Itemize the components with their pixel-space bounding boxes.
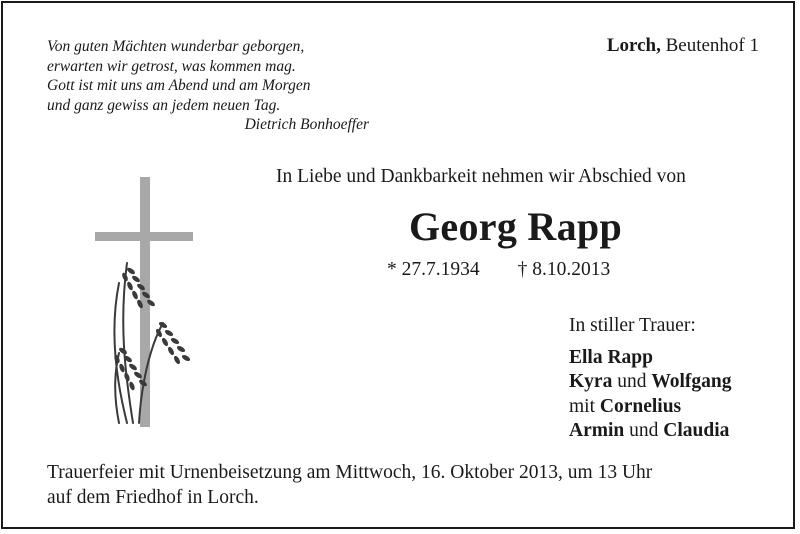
mourner-row xyxy=(569,370,732,395)
funeral-line: Trauerfeier mit Urnenbeisetzung am Mittwoch, 16. Oktober 2013, um 13 Uhr xyxy=(47,462,653,483)
mourners-lead: In stiller Trauer: xyxy=(569,315,696,336)
mourner-name: Wolfgang xyxy=(651,371,732,392)
conjunction: mit xyxy=(569,395,596,417)
mourner-name: Cornelius xyxy=(599,395,682,417)
poem xyxy=(47,37,377,135)
cross-with-wheat-icon xyxy=(89,173,201,433)
address xyxy=(607,35,759,57)
cross-horizontal-bar xyxy=(95,232,193,241)
mourner-row xyxy=(569,419,732,444)
mourner-name: Armin xyxy=(569,420,625,441)
conjunction: und xyxy=(617,371,647,392)
poem-line: erwarten wir getrost, was kommen mag. xyxy=(47,57,296,75)
poem-author: Dietrich Bonhoeffer xyxy=(244,116,369,134)
poem-line: und ganz gewiss an jedem neuen Tag. xyxy=(47,96,281,114)
deceased-name: Georg Rapp xyxy=(409,204,622,249)
funeral-info xyxy=(47,460,652,510)
mourner-name: Ella Rapp xyxy=(569,346,653,368)
mourner-name: Kyra xyxy=(569,371,613,392)
farewell-intro: In Liebe und Dankbarkeit nehmen wir Abschied von xyxy=(276,166,686,187)
conjunction: und xyxy=(629,420,659,441)
mourner-row xyxy=(569,395,732,420)
mourners xyxy=(569,314,732,444)
poem-line: Von guten Mächten wunderbar geborgen, xyxy=(47,38,305,55)
funeral-line: auf dem Friedhof in Lorch. xyxy=(47,487,259,508)
birth-date: * 27.7.1934 xyxy=(387,259,480,280)
obituary-notice xyxy=(1,1,795,529)
mourner-name: Claudia xyxy=(663,420,730,441)
life-dates xyxy=(387,259,610,281)
address-place: Lorch, xyxy=(606,35,661,56)
poem-line: Gott ist mit uns am Abend und am Morgen xyxy=(47,77,311,95)
death-date: † 8.10.2013 xyxy=(517,259,611,280)
address-street: Beutenhof 1 xyxy=(665,35,759,56)
mourner-row xyxy=(569,346,732,371)
